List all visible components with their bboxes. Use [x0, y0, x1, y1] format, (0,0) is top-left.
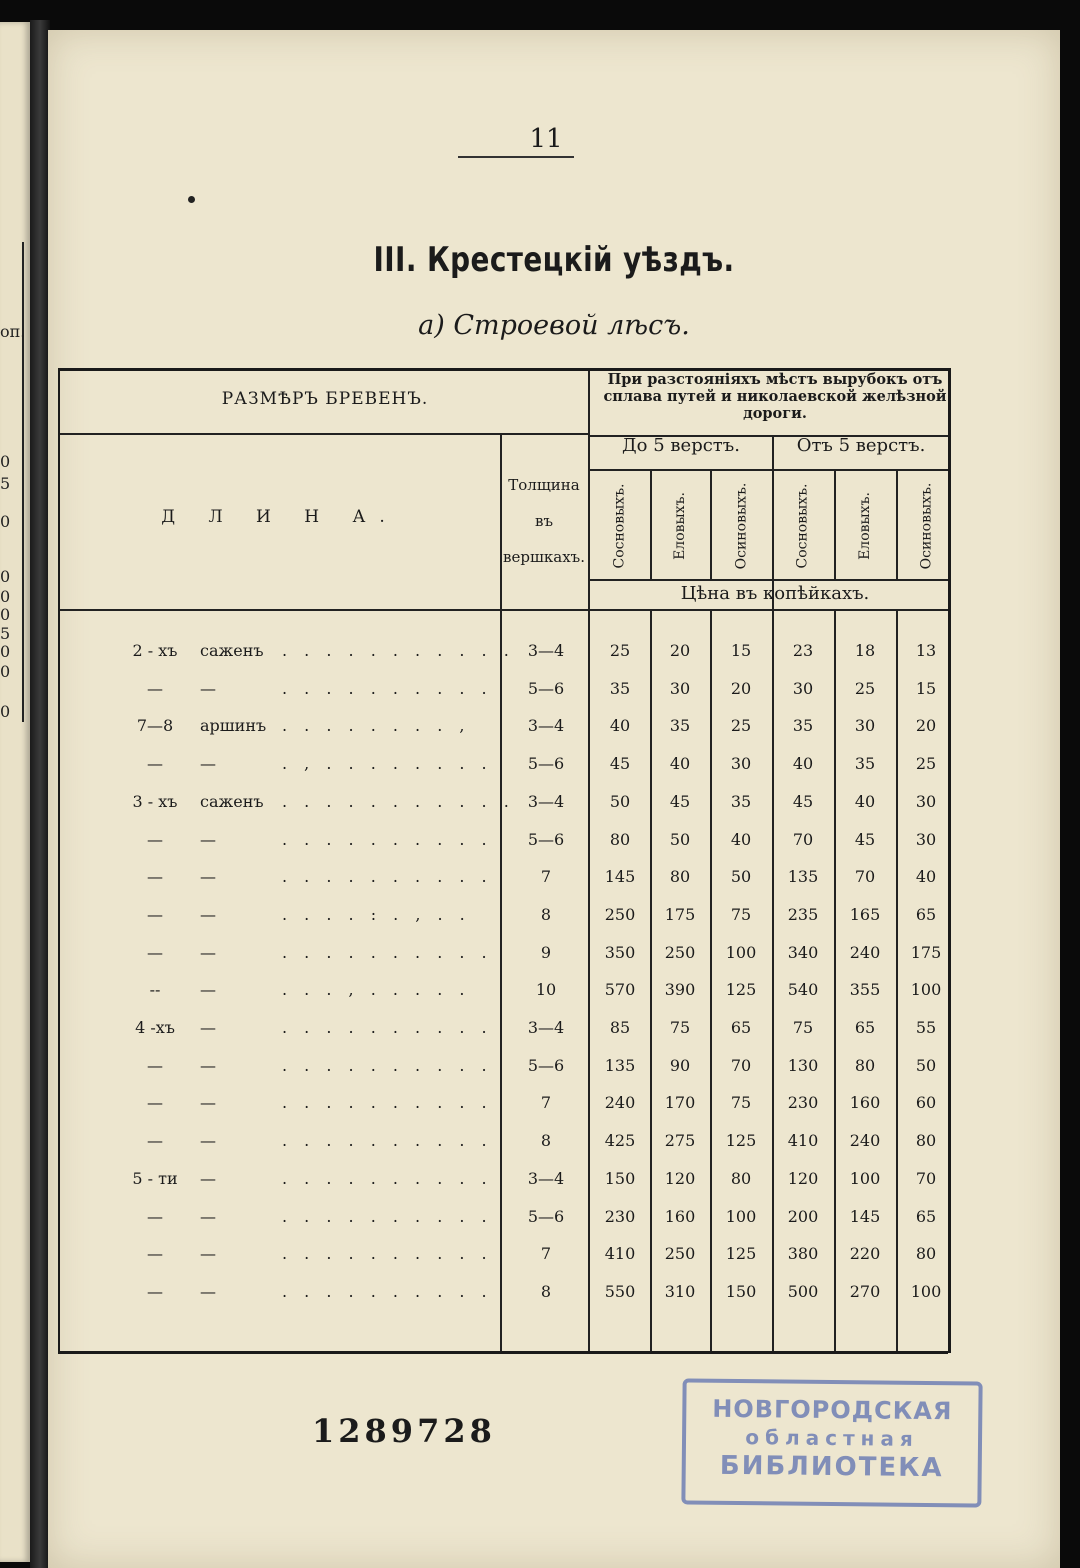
price-cell: 175 [910, 942, 942, 962]
price-cell: 50 [915, 1055, 937, 1075]
price-cell: 23 [792, 641, 814, 660]
library-stamp [681, 1378, 982, 1507]
thickness-value: 8 [540, 1131, 552, 1151]
price-cell: 100 [725, 942, 757, 962]
price-cell: 55 [915, 1018, 937, 1037]
price-cell: 240 [604, 1093, 636, 1113]
price-cell: 15 [730, 641, 752, 660]
length-value: — [147, 754, 163, 774]
price-cell: 20 [669, 641, 691, 660]
table-row [60, 1282, 948, 1319]
stamp-line: БИБЛИОТЕКА [719, 1450, 944, 1484]
price-cell: 65 [915, 904, 937, 924]
length-unit: — [200, 1244, 216, 1264]
thickness-value: 3—4 [527, 791, 565, 811]
dot-leader: . . . . . . . . . . [282, 867, 493, 887]
previous-page-edge [0, 22, 30, 1562]
length-value: — [147, 678, 163, 698]
thickness-value: 5—6 [527, 678, 565, 698]
rule-under-header [60, 609, 948, 611]
price-cell: 100 [725, 1206, 757, 1226]
header-wood-spruce-far: Еловыхъ. [857, 492, 874, 560]
price-cell: 80 [915, 1244, 937, 1264]
price-cell: 20 [915, 716, 937, 736]
price-cell: 160 [664, 1206, 696, 1226]
previous-page-fragment: 0 [0, 642, 11, 661]
header-wood-spruce-near: Еловыхъ. [672, 492, 689, 560]
length-unit: саженъ [200, 641, 264, 660]
ink-dot [188, 196, 195, 203]
price-cell: 100 [849, 1168, 881, 1188]
price-cell: 40 [669, 754, 691, 774]
table-row [60, 1131, 948, 1168]
length-unit: аршинъ [200, 716, 267, 736]
dot-leader: . . . . . . . . . . [282, 829, 493, 849]
length-unit: — [200, 1055, 216, 1075]
previous-page-fragment: 0 [0, 605, 11, 624]
price-cell: 35 [609, 678, 631, 698]
price-cell: 130 [787, 1055, 819, 1075]
header-thickness-line: вершкахъ. [503, 548, 585, 566]
price-cell: 45 [609, 754, 631, 774]
price-cell: 25 [854, 678, 876, 698]
header-price: Цѣна въ копѣйкахъ. [680, 583, 870, 604]
previous-page-rule [22, 242, 24, 722]
dot-leader: . . . . . . . . . . [282, 1131, 493, 1151]
price-cell: 410 [787, 1131, 819, 1151]
price-cell: 85 [609, 1018, 631, 1037]
dot-leader: . . . . . . . . . . [282, 942, 493, 962]
price-cell: 120 [787, 1168, 819, 1188]
price-cell: 275 [664, 1131, 696, 1151]
document-page [48, 30, 1060, 1568]
price-cell: 30 [669, 678, 691, 698]
price-cell: 90 [669, 1055, 691, 1075]
table-row [60, 716, 948, 753]
table-row [60, 1169, 948, 1206]
table-bottom-rule [58, 1351, 948, 1354]
price-cell: 240 [849, 942, 881, 962]
price-table [58, 368, 951, 1353]
thickness-value: 7 [540, 1244, 552, 1264]
header-distance: При разстояніяхъ мѣстъ вырубокъ отъ сплава путей и николаевской желѣзной дороги. [603, 371, 947, 422]
price-cell: 70 [730, 1055, 752, 1075]
price-cell: 160 [849, 1093, 881, 1113]
price-cell: 165 [849, 904, 881, 924]
thickness-value: 5—6 [527, 829, 565, 849]
dot-leader: . . . . . . . . . . . [282, 791, 515, 811]
dot-leader: . . . . . . . . . . [282, 1093, 493, 1113]
price-cell: 500 [787, 1281, 819, 1301]
header-wood-aspen-far: Осиновыхъ. [918, 482, 934, 570]
price-cell: 25 [609, 641, 631, 660]
length-value: — [147, 867, 163, 887]
thickness-value: 10 [535, 980, 557, 1000]
length-value: — [147, 1244, 163, 1264]
length-unit: саженъ [200, 791, 264, 811]
table-row [60, 792, 948, 829]
price-cell: 135 [787, 867, 819, 887]
table-row [60, 905, 948, 942]
length-unit: — [200, 942, 216, 962]
header-group-far: Отъ 5 верстъ. [796, 435, 926, 456]
price-cell: 250 [664, 1244, 696, 1264]
price-cell: 75 [730, 1093, 752, 1113]
thickness-value: 3—4 [527, 1168, 565, 1188]
price-cell: 50 [669, 829, 691, 849]
price-cell: 200 [787, 1206, 819, 1226]
length-unit: — [200, 980, 216, 1000]
price-cell: 25 [730, 716, 752, 736]
price-cell: 250 [604, 904, 636, 924]
length-unit: — [200, 1131, 216, 1151]
price-cell: 50 [730, 867, 752, 887]
price-cell: 390 [664, 980, 696, 1000]
length-value: — [147, 1281, 163, 1301]
price-cell: 40 [609, 716, 631, 736]
table-row [60, 1093, 948, 1130]
price-cell: 75 [669, 1018, 691, 1037]
price-cell: 40 [854, 791, 876, 811]
thickness-value: 9 [540, 942, 552, 962]
price-cell: 65 [730, 1018, 752, 1037]
length-value: — [147, 1055, 163, 1075]
length-unit: — [200, 1206, 216, 1226]
price-cell: 145 [849, 1206, 881, 1226]
price-cell: 550 [604, 1281, 636, 1301]
book-spine [30, 20, 50, 1568]
price-cell: 340 [787, 942, 819, 962]
header-group-near: До 5 верстъ. [622, 435, 740, 456]
table-row [60, 641, 948, 678]
dot-leader: . . . . . . . . . . [282, 1055, 493, 1075]
dot-leader: . . . . : . , . . [282, 904, 471, 924]
price-cell: 30 [730, 754, 752, 774]
table-row [60, 679, 948, 716]
price-cell: 310 [664, 1281, 696, 1301]
header-wood-pine-near: Сосновыхъ. [612, 483, 628, 569]
length-unit: — [200, 904, 216, 924]
table-row [60, 754, 948, 791]
table-row [60, 943, 948, 980]
length-value: -- [149, 980, 161, 1000]
length-value: — [147, 1206, 163, 1226]
rule-under-group-header [590, 469, 948, 471]
price-cell: 75 [730, 904, 752, 924]
price-cell: 570 [604, 980, 636, 1000]
price-cell: 240 [849, 1131, 881, 1151]
dot-leader: . . . . . . . . , [282, 716, 471, 736]
previous-page-fragment: оп. [0, 322, 26, 341]
price-cell: 220 [849, 1244, 881, 1264]
previous-page-fragment: 5 [0, 624, 11, 643]
stamp-line: НОВГОРОДСКАЯ [712, 1394, 953, 1426]
price-cell: 35 [854, 754, 876, 774]
price-cell: 20 [730, 678, 752, 698]
dot-leader: . . . . . . . . . . [282, 1018, 493, 1037]
price-cell: 45 [854, 829, 876, 849]
price-cell: 125 [725, 980, 757, 1000]
length-unit: — [200, 754, 216, 774]
thickness-value: 7 [540, 1093, 552, 1113]
table-row [60, 867, 948, 904]
length-unit: — [200, 1093, 216, 1113]
length-value: — [147, 942, 163, 962]
price-cell: 125 [725, 1244, 757, 1264]
header-wood-aspen-near: Осиновыхъ. [733, 482, 749, 570]
price-cell: 18 [854, 641, 876, 660]
dot-leader: . . . . . . . . . . [282, 1244, 493, 1264]
price-cell: 70 [792, 829, 814, 849]
price-cell: 30 [854, 716, 876, 736]
previous-page-fragment: 0 [0, 512, 11, 531]
price-cell: 65 [854, 1018, 876, 1037]
length-value: — [147, 1093, 163, 1113]
price-cell: 40 [730, 829, 752, 849]
length-value: — [147, 829, 163, 849]
length-value: — [147, 1131, 163, 1151]
table-row [60, 830, 948, 867]
header-length: Д Л И Н А. [161, 507, 399, 527]
price-cell: 15 [915, 678, 937, 698]
price-cell: 30 [915, 791, 937, 811]
price-cell: 65 [915, 1206, 937, 1226]
thickness-value: 7 [540, 867, 552, 887]
previous-page-fragment: 0 [0, 587, 11, 606]
length-value: 2 - хъ [132, 641, 178, 660]
page-number: 11 [529, 124, 563, 154]
stamp-line: областная [745, 1425, 919, 1451]
table-row [60, 980, 948, 1017]
dot-leader: . . . . . . . . . . . [282, 641, 515, 660]
price-cell: 35 [792, 716, 814, 736]
header-thickness-line: въ [535, 512, 553, 530]
price-cell: 230 [604, 1206, 636, 1226]
table-row [60, 1018, 948, 1055]
subsection-title: а) Строевой лѣсъ. [418, 310, 690, 341]
length-unit: — [200, 678, 216, 698]
price-cell: 175 [664, 904, 696, 924]
length-unit: — [200, 829, 216, 849]
price-cell: 170 [664, 1093, 696, 1113]
price-cell: 150 [725, 1281, 757, 1301]
previous-page-fragment: 0 [0, 567, 11, 586]
thickness-value: 8 [540, 1281, 552, 1301]
length-unit: — [200, 1168, 216, 1188]
length-unit: — [200, 867, 216, 887]
price-cell: 150 [604, 1168, 636, 1188]
price-cell: 120 [664, 1168, 696, 1188]
rule-under-size-header [60, 433, 590, 435]
thickness-value: 5—6 [527, 1206, 565, 1226]
price-cell: 80 [609, 829, 631, 849]
dot-leader: . . . , . . . . . [282, 980, 471, 1000]
price-cell: 30 [915, 829, 937, 849]
price-cell: 350 [604, 942, 636, 962]
price-cell: 80 [730, 1168, 752, 1188]
length-value: — [147, 904, 163, 924]
price-cell: 135 [604, 1055, 636, 1075]
dot-leader: . . . . . . . . . . [282, 1168, 493, 1188]
price-cell: 125 [725, 1131, 757, 1151]
price-cell: 230 [787, 1093, 819, 1113]
length-value: 4 -хъ [135, 1018, 175, 1037]
price-cell: 100 [910, 980, 942, 1000]
price-cell: 45 [792, 791, 814, 811]
thickness-value: 5—6 [527, 1055, 565, 1075]
rule-above-price [590, 579, 948, 581]
previous-page-fragment: 0 [0, 452, 11, 471]
price-cell: 80 [915, 1131, 937, 1151]
inventory-number: 1289728 [312, 1412, 496, 1450]
previous-page-fragment: 0 [0, 702, 11, 721]
dot-leader: . . . . . . . . . . [282, 1206, 493, 1226]
length-unit: — [200, 1018, 216, 1037]
price-cell: 40 [792, 754, 814, 774]
price-cell: 25 [915, 754, 937, 774]
price-cell: 70 [854, 867, 876, 887]
header-thickness-line: Толщина [508, 476, 580, 494]
thickness-value: 3—4 [527, 641, 565, 660]
price-cell: 45 [669, 791, 691, 811]
header-log-size: РАЗМѢРЪ БРЕВЕНЪ. [221, 389, 429, 409]
thickness-value: 8 [540, 904, 552, 924]
price-cell: 50 [609, 791, 631, 811]
price-cell: 540 [787, 980, 819, 1000]
table-row [60, 1207, 948, 1244]
dot-leader: . . . . . . . . . . [282, 1281, 493, 1301]
price-cell: 425 [604, 1131, 636, 1151]
price-cell: 35 [669, 716, 691, 736]
thickness-value: 3—4 [527, 1018, 565, 1037]
price-cell: 80 [669, 867, 691, 887]
thickness-value: 5—6 [527, 754, 565, 774]
price-cell: 410 [604, 1244, 636, 1264]
price-cell: 40 [915, 867, 937, 887]
price-cell: 235 [787, 904, 819, 924]
page-number-rule [458, 156, 574, 158]
price-cell: 250 [664, 942, 696, 962]
length-value: 7—8 [136, 716, 174, 736]
price-cell: 100 [910, 1281, 942, 1301]
previous-page-fragment: 5 [0, 474, 11, 493]
price-cell: 70 [915, 1168, 937, 1188]
length-unit: — [200, 1281, 216, 1301]
section-title: III. Крестецкій уѣздъ. [373, 240, 735, 280]
table-row [60, 1056, 948, 1093]
price-cell: 60 [915, 1093, 937, 1113]
length-value: 5 - ти [132, 1168, 178, 1188]
price-cell: 35 [730, 791, 752, 811]
price-cell: 355 [849, 980, 881, 1000]
previous-page-fragment: 0 [0, 662, 11, 681]
header-thickness [502, 467, 586, 575]
price-cell: 75 [792, 1018, 814, 1037]
price-cell: 80 [854, 1055, 876, 1075]
price-cell: 13 [915, 641, 937, 660]
price-cell: 145 [604, 867, 636, 887]
thickness-value: 3—4 [527, 716, 565, 736]
dot-leader: . , . . . . . . . . [282, 754, 493, 774]
price-cell: 380 [787, 1244, 819, 1264]
price-cell: 30 [792, 678, 814, 698]
price-cell: 270 [849, 1281, 881, 1301]
length-value: 3 - хъ [132, 791, 178, 811]
dot-leader: . . . . . . . . . . [282, 678, 493, 698]
table-row [60, 1244, 948, 1281]
header-wood-pine-far: Сосновыхъ. [795, 483, 811, 569]
